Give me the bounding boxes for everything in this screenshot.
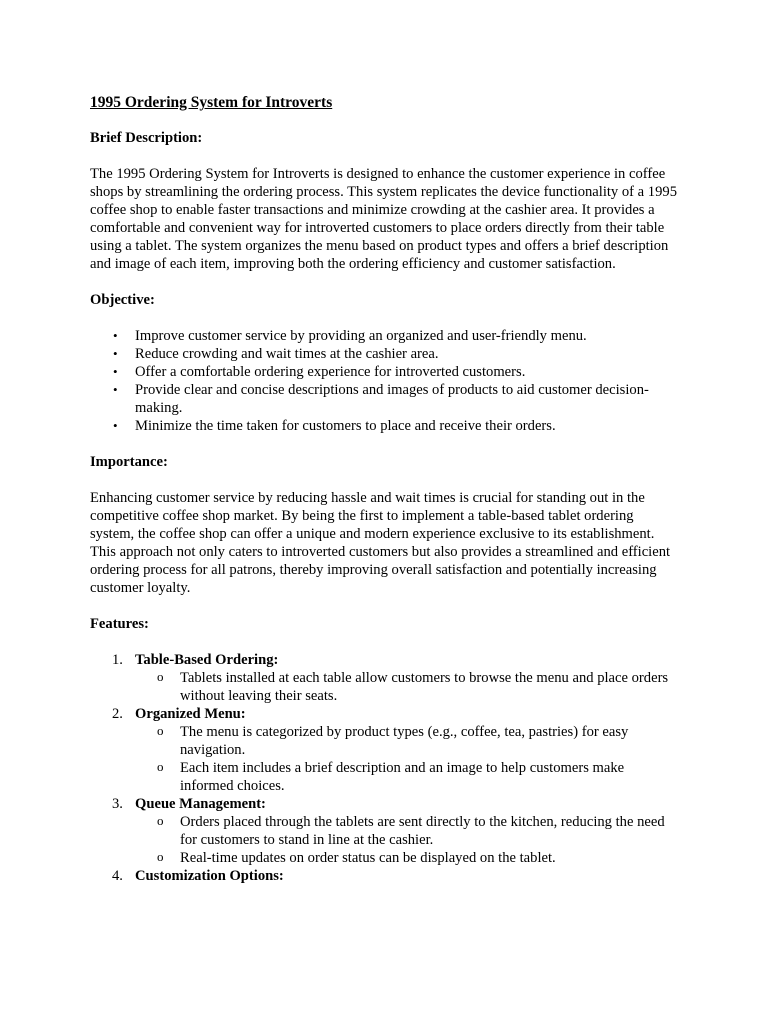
circle-bullet-icon: o <box>157 813 164 828</box>
feature-subitem-text: The menu is categorized by product types (e.g., coffee, tea, pastries) for easy navigation. <box>180 724 629 758</box>
objective-item-text: Reduce crowding and wait times at the cashier area. <box>135 346 439 362</box>
feature-number: 3. <box>112 796 123 812</box>
feature-item <box>90 795 680 867</box>
feature-item <box>90 705 680 795</box>
importance-text: Enhancing customer service by reducing hassle and wait times is crucial for standing out in the competitive coffee shop market. By being the first to implement a table-based tablet ordering system, the coffee shop can offer a unique and modern experience exclusive to its establishment. This approach not only caters to introverted customers but also provides a streamlined and efficient ordering process for all patrons, thereby improving overall satisfaction and potentially increasing customer loyalty. <box>90 490 671 596</box>
feature-subitem-text: Tablets installed at each table allow customers to browse the menu and place orders without leaving their seats. <box>180 670 669 704</box>
list-item <box>90 345 680 363</box>
circle-bullet-icon: o <box>157 849 164 864</box>
list-item <box>90 363 680 381</box>
objective-heading: Objective: <box>90 292 155 308</box>
objective-list <box>90 327 680 435</box>
feature-item <box>90 867 680 885</box>
document-title: 1995 Ordering System for Introverts <box>90 94 333 111</box>
feature-title: Organized Menu: <box>135 706 246 722</box>
features-heading: Features: <box>90 616 149 632</box>
feature-subitem-text: Each item includes a brief description and an image to help customers make informed choices. <box>180 760 625 794</box>
feature-number: 2. <box>112 706 123 722</box>
feature-sublist <box>135 813 680 867</box>
circle-bullet-icon: o <box>157 723 164 738</box>
objective-item-text: Provide clear and concise descriptions and images of products to aid customer decision-making. <box>135 382 649 416</box>
feature-sublist <box>135 669 680 705</box>
feature-item <box>90 651 680 705</box>
feature-number: 1. <box>112 652 123 668</box>
features-list <box>90 651 680 885</box>
sub-list-item <box>135 759 680 795</box>
bullet-icon: • <box>113 346 118 361</box>
brief-description-text: The 1995 Ordering System for Introverts is designed to enhance the customer experience in coffee shops by streamlining the ordering process. This system replicates the device functionality of a 1995 coffee shop to enable faster transactions and minimize crowding at the cashier area. It provides a comfortable and convenient way for introverted customers to place orders directly from their table using a tablet. The system organizes the menu based on product types and offers a brief description and image of each item, improving both the ordering efficiency and customer satisfaction. <box>90 166 677 272</box>
objective-item-text: Improve customer service by providing an organized and user-friendly menu. <box>135 328 587 344</box>
list-item <box>90 381 680 417</box>
feature-subitem-text: Real-time updates on order status can be displayed on the tablet. <box>180 850 556 866</box>
bullet-icon: • <box>113 364 118 379</box>
bullet-icon: • <box>113 382 118 397</box>
feature-subitem-text: Orders placed through the tablets are sent directly to the kitchen, reducing the need for customers to stand in line at the cashier. <box>180 814 665 848</box>
bullet-icon: • <box>113 328 118 343</box>
bullet-icon: • <box>113 418 118 433</box>
sub-list-item <box>135 723 680 759</box>
feature-title: Customization Options: <box>135 868 284 884</box>
circle-bullet-icon: o <box>157 669 164 684</box>
sub-list-item <box>135 813 680 849</box>
circle-bullet-icon: o <box>157 759 164 774</box>
feature-number: 4. <box>112 868 123 884</box>
importance-heading: Importance: <box>90 454 168 470</box>
sub-list-item <box>135 669 680 705</box>
feature-title: Table-Based Ordering: <box>135 652 279 668</box>
list-item <box>90 417 680 435</box>
objective-item-text: Minimize the time taken for customers to place and receive their orders. <box>135 418 556 434</box>
list-item <box>90 327 680 345</box>
sub-list-item <box>135 849 680 867</box>
objective-item-text: Offer a comfortable ordering experience for introverted customers. <box>135 364 526 380</box>
brief-description-heading: Brief Description: <box>90 130 203 146</box>
document-content <box>90 93 680 885</box>
feature-sublist <box>135 723 680 795</box>
feature-title: Queue Management: <box>135 796 266 812</box>
